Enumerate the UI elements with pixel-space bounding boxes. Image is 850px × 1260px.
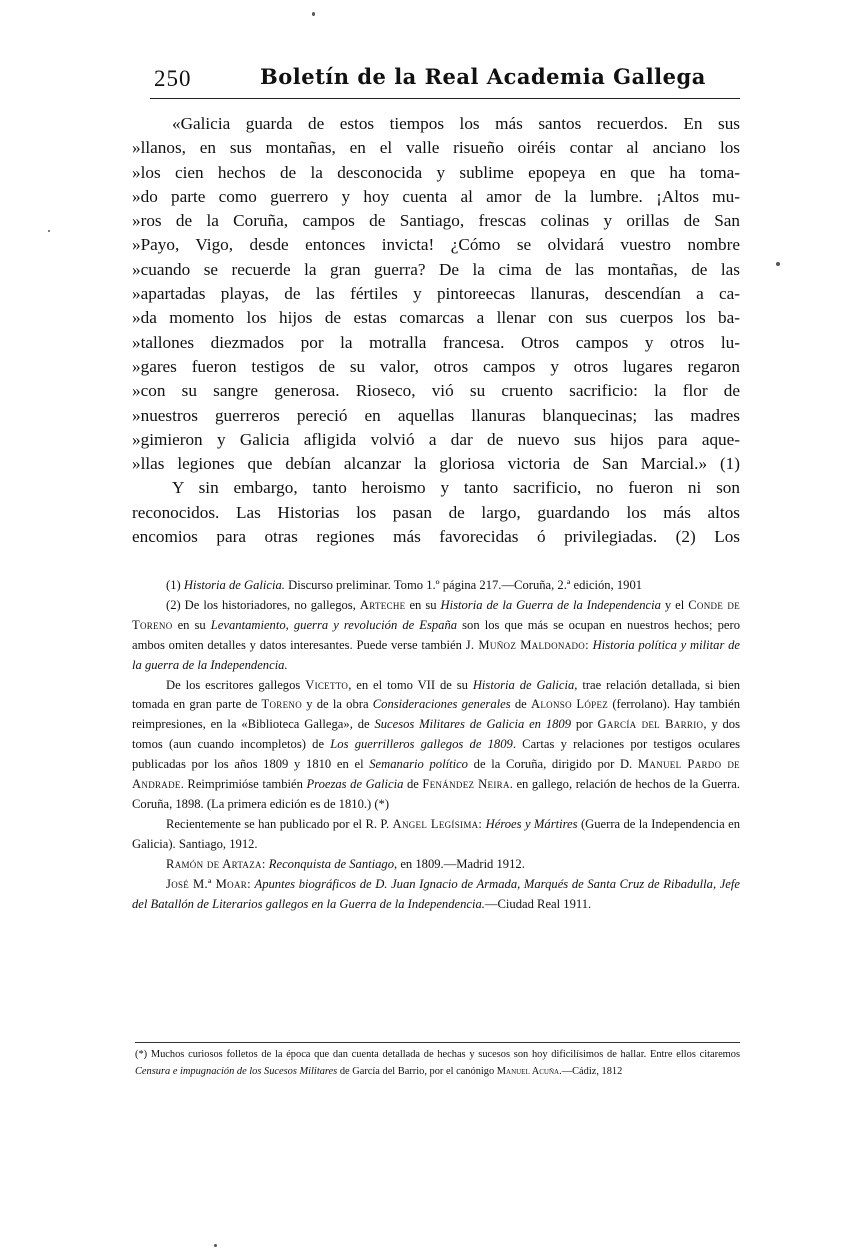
footnote-paragraph: Recientemente se han publicado por el R. P. Angel Legísima: Héroes y Mártires (Guerra de la Independencia en Galicia). Santiago, 1912. [132,816,741,851]
footnote-paragraph: De los escritores gallegos Vicetto, en el tomo VII de su Historia de Galicia, trae relación detallada, si bien tomada en gran parte de Toreno y de la obra Consideraciones generales de Alonso López (ferrolano). Hay también reimpresiones, en la «Biblioteca Gallega», de Sucesos Militares de Galicia en 1809 por García del Barrio, y dos tomos (aun cuando incompletos) de Los guerrilleros gallegos de 1809. Cartas y relaciones por testigos oculares publicadas por los años 1809 y 1810 en el Semanario político de la Coruña, dirigido por D. Manuel Pardo de Andrade. Reimprimióse también Proezas de Galicia de Fenández Neira. en gallego, relación de hechos de la Guerra. Coruña, 1898. (La primera edición es de 1810.) (*) [132,677,741,811]
text-line: »llanos, en sus montañas, en el valle risueño oiréis contar al anciano los [132,138,740,158]
text-line: »ros de la Coruña, campos de Santiago, frescas colinas y orillas de San [132,211,740,231]
footnote-paragraph: José M.ª Moar: Apuntes biográficos de D. Juan Ignacio de Armada, Marqués de Santa Cruz de Ribadulla, Jefe del Batallón de Literarios gallegos en la Guerra de la Independencia.—Ciudad Real 1911. [132,876,740,911]
text-line: »llas legiones que debían alcanzar la gloriosa victoria de San Marcial.» (1) [132,454,740,474]
subnote [135,1046,740,1080]
text-line: »con su sangre generosa. Rioseco, vió su cruento sacrificio: la flor de [132,381,740,401]
scan-speck [312,12,315,16]
paragraph [132,476,740,549]
scan-speck [48,230,50,232]
page-number: 250 [154,66,192,91]
text-line: »los cien hechos de la desconocida y sublime epopeya en que ha toma- [132,162,740,182]
scan-speck [214,1244,217,1247]
footnote-paragraph: Ramón de Artaza: Reconquista de Santiago, en 1809.—Madrid 1912. [166,856,525,871]
footnotes [132,576,740,914]
text-line: encomios para otras regiones más favorecidas ó privilegiadas. (2) Los [132,527,740,547]
text-line: »cuando se recuerde la gran guerra? De la cima de las montañas, de las [132,259,740,279]
text-line: »apartadas playas, de las fértiles y pintoreecas llanuras, descendían a ca- [132,284,740,304]
scan-speck [776,262,780,266]
quote-paragraph [132,112,740,476]
subnote-text: (*) Muchos curiosos folletos de la época que dan cuenta detallada de hechas y sucesos son hoy dificilísimos de hallar. Entre ellos citaremos Censura e impugnación de los Sucesos Militares de García del Barrio, por el canónigo Manuel Acuña.—Cádiz, 1812 [135,1049,740,1077]
footnote-1: (1) Historia de Galicia. Discurso preliminar. Tomo 1.º página 217.—Coruña, 2.ª edición, 1901 [166,578,643,592]
text-line: »do parte como guerrero y hoy cuenta al amor de la lumbre. ¡Altos mu- [132,186,740,206]
text-line: »nuestros guerreros pereció en aquellas llanuras blanquecinas; las madres [132,405,740,425]
journal-title: Boletín de la Real Academia Gallega [260,64,706,89]
text-line: »Payo, Vigo, desde entonces invicta! ¿Cómo se olvidará vuestro nombre [132,235,740,255]
text-line: »tallones diezmados por la motralla francesa. Otros campos y otros lu- [132,332,740,352]
text-line: «Galicia guarda de estos tiempos los más santos recuerdos. En sus [172,114,740,133]
body-text [132,112,740,549]
running-header [150,60,740,99]
subnote-divider [135,1042,740,1043]
text-line: »gares fueron testigos de su valor, otros campos y otros lugares regaron [132,356,740,376]
footnote-2: (2) De los historiadores, no gallegos, Arteche en su Historia de la Guerra de la Independencia y el Conde de Toreno en su Levantamiento, guerra y revolución de España son los que más se ocupan en nuestros hechos; pero ambos omiten detalles y datos interesantes. Puede verse también J. Muñoz Maldonado: Historia política y militar de la guerra de la Independencia. [132,597,741,672]
text-line: »gimieron y Galicia afligida volvió a dar de nuevo sus hijos para aque- [132,429,740,449]
text-line: reconocidos. Las Historias los pasan de largo, guardando los más altos [132,502,740,522]
text-line: Y sin embargo, tanto heroismo y tanto sacrificio, no fueron ni son [172,478,740,498]
text-line: »da momento los hijos de estas comarcas a llenar con sus cuerpos los ba- [132,308,740,328]
